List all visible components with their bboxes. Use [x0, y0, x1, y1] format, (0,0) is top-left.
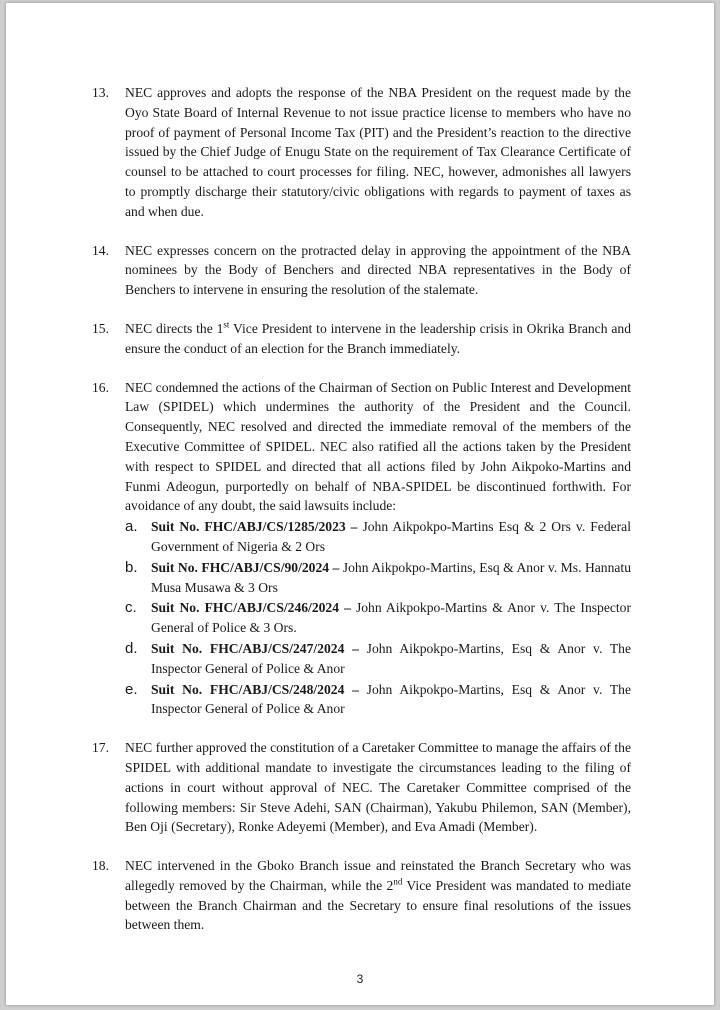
resolution-15 — [92, 319, 631, 359]
lawsuit-item — [125, 598, 631, 638]
item-text: NEC condemned the actions of the Chairman of Section on Public Interest and Development Law (SPIDEL) which undermines the authority of the President and the Council. Consequently, NEC resolved and directed the immediate removal of the members of the Executive Committee of SPIDEL. NEC also ratified all the actions taken by the President with respect to SPIDEL and directed that all actions filed by John Aikpoko-Martins and Funmi Adeogun, purportedly on behalf of NBA-SPIDEL be discontinued forthwith. For avoidance of any doubt, the said lawsuits include: — [125, 379, 631, 514]
item-number: 16. — [92, 379, 109, 395]
item-number: 17. — [92, 740, 109, 756]
item-text — [125, 856, 631, 935]
lawsuit-item — [125, 517, 631, 557]
resolutions-list — [92, 83, 631, 954]
suit-parties: John Aikpokpo-Martins & Anor v. The Inspector General of Police & 3 Ors. — [151, 600, 631, 636]
resolution-13 — [92, 83, 631, 222]
item-text-end: Vice President was mandated to mediate between the Branch Chairman and the Secretary to ensure final resolutions of the issues between them. — [125, 877, 631, 933]
suit-parties: John Aikpokpo-Martins, Esq & Anor v. Ms. Hannatu Musa Musawa & 3 Ors — [151, 559, 631, 595]
lawsuit-letter: b. — [125, 558, 138, 576]
suit-parties: John Aikpokpo-Martins, Esq & Anor v. The Inspector General of Police & Anor — [151, 681, 631, 717]
item-number: 14. — [92, 242, 109, 258]
item-text: NEC expresses concern on the protracted delay in approving the appointment of the NBA nominees by the Body of Benchers and directed NBA representatives in the Body of Benchers to intervene in ensuring the resolution of the stalemate. — [125, 242, 631, 298]
suit-number: Suit No. FHC/ABJ/CS/248/2024 – — [151, 681, 359, 697]
suit-number: Suit No. FHC/ABJ/CS/246/2024 – — [151, 600, 351, 616]
item-text: NEC further approved the constitution of a Caretaker Committee to manage the affairs of the SPIDEL with additional mandate to investigate the circumstances leading to the filing of actions in court without approval of NEC. The Caretaker Committee comprised of the following members: Sir Steve Adehi, SAN (Chairman), Yakubu Philemon, SAN (Member), Ben Oji (Secretary), Ronke Adeyemi (Member), and Eva Amadi (Member). — [125, 740, 631, 835]
resolution-14 — [92, 241, 631, 300]
ordinal-suffix: st — [223, 319, 230, 330]
item-text-start: NEC intervened in the Gboko Branch issue and reinstated the Branch Secretary who was allegedly removed by the Chairman, while the 2 — [125, 858, 631, 893]
item-text-start: NEC directs the 1 — [125, 320, 224, 336]
lawsuit-item — [125, 680, 631, 720]
lawsuit-letter: a. — [125, 518, 138, 536]
resolution-17 — [92, 738, 631, 837]
lawsuit-item — [125, 639, 631, 679]
ordinal-suffix: nd — [393, 876, 403, 887]
item-text: NEC approves and adopts the response of the NBA President on the request made by the Oyo State Board of Internal Revenue to not issue practice license to members who have no proof of payment of Personal Income Tax (PIT) and the President’s reaction to the directive issued by the Chief Judge of Enugu State on the requirement of Tax Clearance Certificate of counsel to be attached to court processes for filing. NEC, however, admonishes all lawyers to promptly discharge their statutory/civic obligations with regards to payment of taxes as and when due. — [125, 85, 631, 219]
suit-number: Suit No. FHC/ABJ/CS/90/2024 – — [151, 559, 340, 575]
item-number: 15. — [92, 320, 109, 336]
suit-parties: John Aikpokpo-Martins, Esq & Anor v. The Inspector General of Police & Anor — [151, 640, 631, 676]
resolution-18 — [92, 856, 631, 935]
suit-number: Suit No. FHC/ABJ/CS/247/2024 – — [151, 640, 359, 656]
lawsuit-letter: c. — [125, 599, 137, 617]
document-page — [6, 3, 714, 1005]
suit-parties: John Aikpokpo-Martins Esq & 2 Ors v. Federal Government of Nigeria & 2 Ors — [151, 519, 631, 554]
lawsuit-letter: e. — [125, 680, 138, 698]
lawsuit-letter: d. — [125, 639, 138, 657]
item-text — [125, 319, 631, 359]
suit-number: Suit No. FHC/ABJ/CS/1285/2023 – — [151, 519, 358, 535]
resolution-16 — [92, 378, 631, 720]
lawsuit-item — [125, 558, 631, 598]
item-text-end: Vice President to intervene in the leadership crisis in Okrika Branch and ensure the conduct of an election for the Branch immediately. — [125, 320, 631, 356]
page-number: 3 — [356, 972, 364, 986]
item-number: 13. — [92, 85, 109, 100]
item-number: 18. — [92, 858, 109, 874]
